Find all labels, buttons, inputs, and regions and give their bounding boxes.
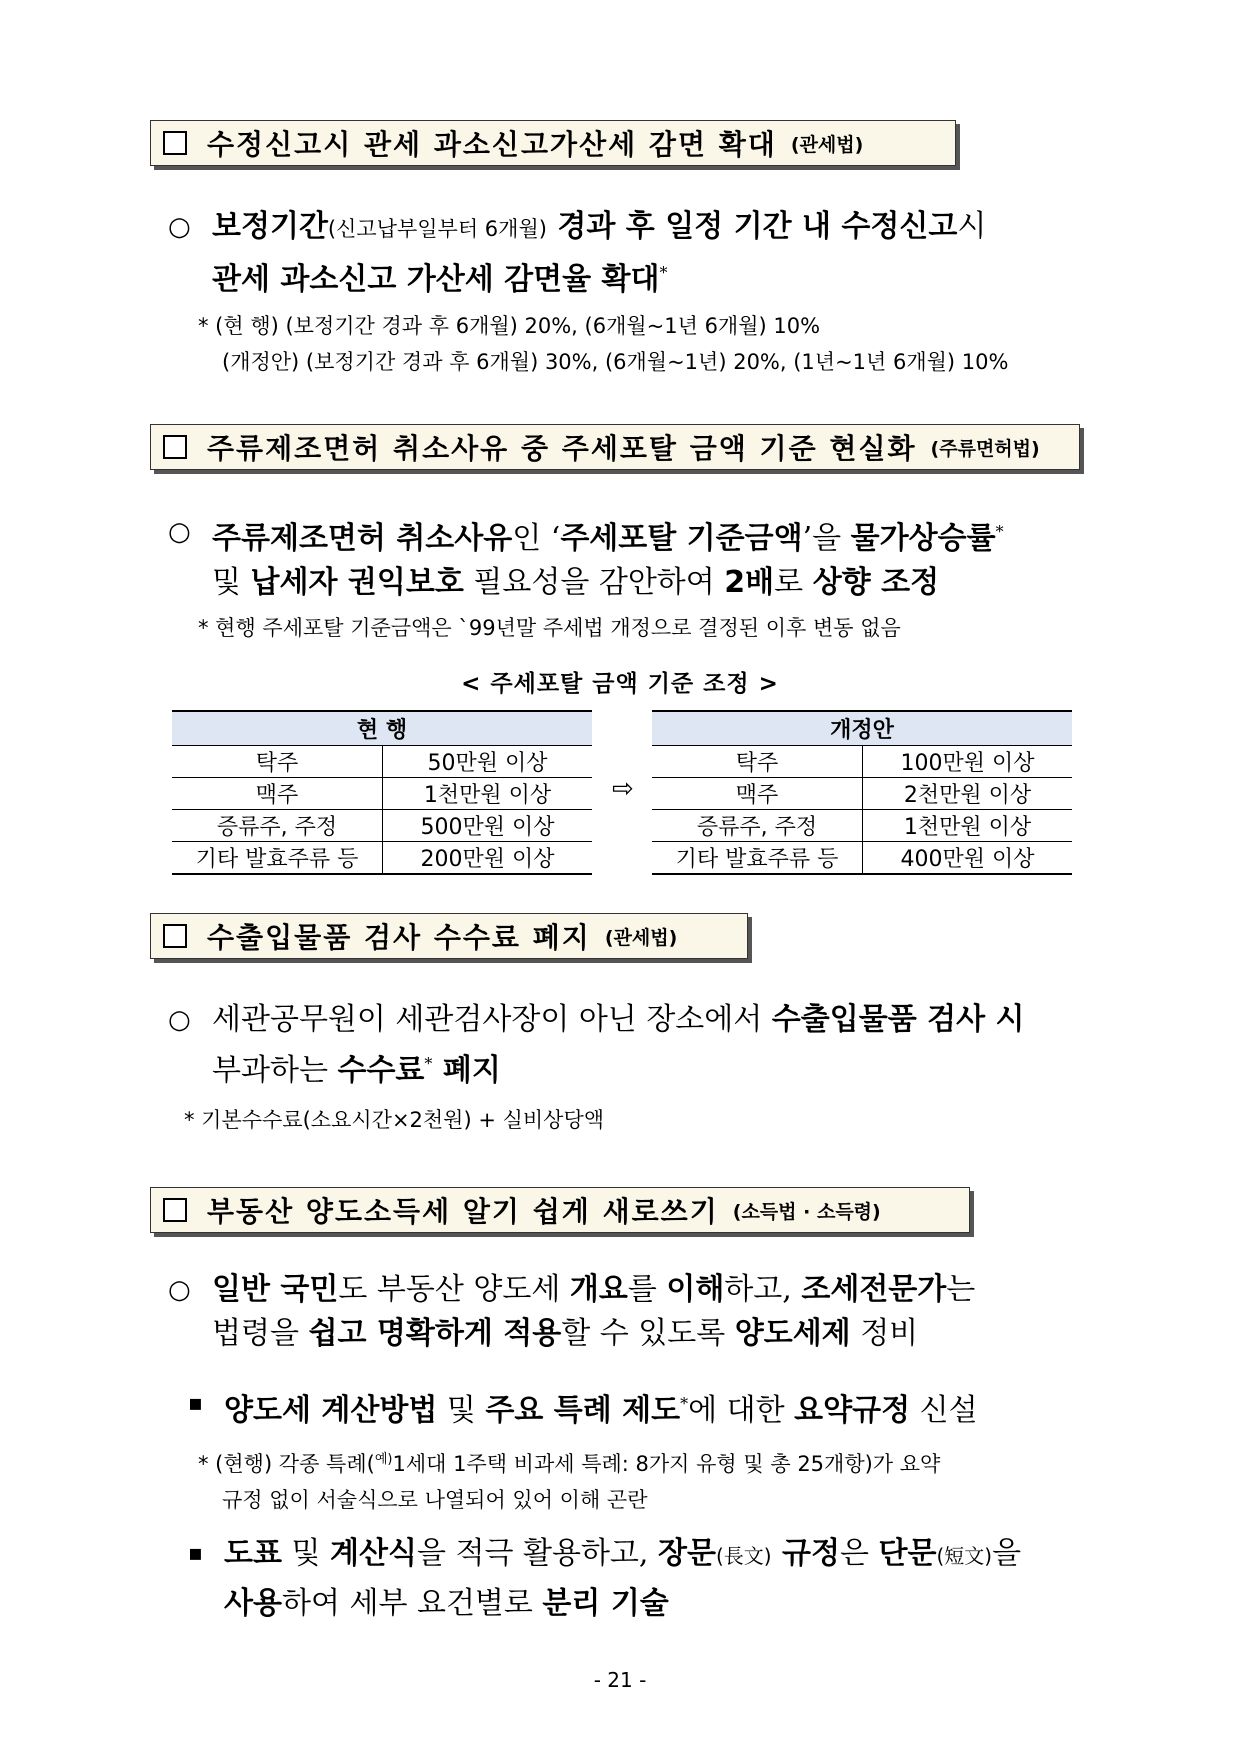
table-cell: 200만원 이상 — [383, 842, 593, 875]
paren-text: (신고납부일부터 6개월) — [327, 217, 547, 241]
plain-text: 을 — [992, 1536, 1022, 1571]
note-line: (개정안) (보정기간 경과 후 6개월) 30%, (6개월~1년) 20%, (1년~1년 6개월) 10% — [222, 350, 1009, 374]
note-line: 규정 없이 서술식으로 나열되어 있어 이해 곤란 — [222, 1488, 648, 1512]
page-number: - 21 - — [593, 1668, 647, 1692]
emph: 수출입물품 검사 시 — [771, 1002, 1025, 1037]
note-text: * (현행) 각종 특례( — [198, 1452, 375, 1476]
emph: 2배 — [724, 565, 775, 600]
note-line — [198, 1442, 1100, 1482]
checkbox-square-icon — [163, 131, 187, 155]
plain-text: 신설 — [910, 1393, 978, 1428]
plain-text: 및 — [281, 1536, 331, 1571]
plain-text: 로 — [774, 565, 813, 600]
table-cell: 400만원 이상 — [863, 842, 1073, 875]
emph: 상향 조정 — [812, 565, 940, 600]
footnote-mark: * — [680, 1394, 689, 1413]
paragraph-s4 — [168, 1268, 1100, 1356]
plain-text: 시 — [957, 209, 987, 244]
circle-bullet-icon: ○ — [168, 212, 191, 242]
table-cell: 기타 발효주류 등 — [172, 842, 383, 875]
note-s4 — [198, 1442, 1100, 1518]
emph: 장문 — [658, 1536, 716, 1571]
emph: 주류제조면허 취소사유 — [212, 521, 513, 556]
paren-text: (短文) — [936, 1544, 993, 1568]
plain-text: 에 대한 — [688, 1393, 795, 1428]
circle-bullet-icon: ○ — [168, 1005, 191, 1035]
table-cell: 1천만원 이상 — [863, 810, 1073, 842]
paragraph-s1 — [168, 205, 1100, 302]
emph: 도표 — [224, 1536, 282, 1571]
table-cell: 탁주 — [172, 746, 383, 778]
paragraph-text — [212, 510, 1100, 605]
right-arrow-icon: ⇨ — [612, 774, 634, 804]
note-s2 — [198, 610, 1100, 646]
section-law: (소득법 · 소득령) — [732, 1200, 881, 1223]
plain-text: 을 적극 활용하고, — [416, 1536, 658, 1571]
section-heading-2 — [150, 424, 1080, 470]
table-cell: 맥주 — [652, 778, 863, 810]
plain-text: 인 ‘ — [512, 521, 561, 556]
plain-text: 부과하는 — [212, 1053, 338, 1088]
proposed-header: 개정안 — [652, 711, 1072, 746]
section-law: (주류면허법) — [930, 437, 1040, 460]
emph: 쉽고 명확하게 적용 — [308, 1316, 562, 1351]
emph: 일반 국민 — [212, 1272, 339, 1307]
table-cell: 증류주, 주정 — [172, 810, 383, 842]
note-s1 — [198, 308, 1100, 380]
paragraph-s3 — [168, 998, 1100, 1093]
note-text: 1세대 1주택 비과세 특례: 8가지 유형 및 총 25개항)가 요약 — [392, 1452, 941, 1476]
emph: 주세포탈 기준금액 — [560, 521, 803, 556]
table-cell: 100만원 이상 — [863, 746, 1073, 778]
checkbox-square-icon — [163, 435, 187, 459]
table-row — [652, 778, 1072, 810]
table-row — [652, 842, 1072, 875]
plain-text: 및 — [437, 1393, 486, 1428]
note-line: * 기본수수료(소요시간×2천원) + 실비상당액 — [184, 1108, 605, 1132]
sub-item-text — [224, 1530, 1100, 1628]
table-cell: 탁주 — [652, 746, 863, 778]
table-cell: 증류주, 주정 — [652, 810, 863, 842]
checkbox-square-icon — [163, 1198, 187, 1222]
paragraph-s2 — [168, 510, 1100, 605]
plain-text: 할 수 있도록 — [561, 1316, 735, 1351]
paragraph-text — [212, 205, 1100, 302]
emph: 보정기간 — [212, 209, 328, 244]
sub-item-2 — [188, 1530, 1100, 1628]
table-row — [172, 746, 592, 778]
emph: 양도세제 — [734, 1316, 851, 1351]
table-cell: 500만원 이상 — [383, 810, 593, 842]
paragraph-text — [212, 1268, 1100, 1356]
plain-text: 하여 세부 요건별로 — [281, 1586, 543, 1621]
square-bullet-icon: ▪ — [188, 1391, 203, 1416]
section-heading-1 — [150, 120, 956, 166]
circle-bullet-icon: ○ — [168, 517, 191, 547]
emph: 폐지 — [432, 1053, 501, 1088]
table-cell: 50만원 이상 — [383, 746, 593, 778]
emph: 사용 — [224, 1586, 282, 1621]
paragraph-text — [212, 998, 1100, 1093]
plain-text: 하고, — [724, 1272, 802, 1307]
note-line: * (현 행) (보정기간 경과 후 6개월) 20%, (6개월~1년 6개월) 10% — [198, 314, 821, 338]
plain-text: 정비 — [850, 1316, 919, 1351]
plain-text: 법령을 — [212, 1316, 309, 1351]
footnote-mark: * — [995, 522, 1004, 541]
emph: 수수료 — [337, 1053, 425, 1088]
circle-bullet-icon: ○ — [168, 1275, 191, 1305]
checkbox-square-icon — [163, 924, 187, 948]
emph: 분리 기술 — [542, 1586, 669, 1621]
table-row — [652, 810, 1072, 842]
plain-text: 도 부동산 양도세 — [338, 1272, 570, 1307]
emph: 양도세 계산방법 — [224, 1393, 438, 1428]
current-header: 현 행 — [172, 711, 592, 746]
section-heading-4 — [150, 1187, 970, 1233]
emph: 이해 — [666, 1272, 725, 1307]
emph: 개요 — [569, 1272, 628, 1307]
paren-text: (長文) — [715, 1544, 772, 1568]
plain-text: 는 — [946, 1272, 976, 1307]
table-row — [172, 778, 592, 810]
table-cell: 맥주 — [172, 778, 383, 810]
emph: 조세전문가 — [801, 1272, 947, 1307]
square-bullet-icon: ▪ — [188, 1541, 203, 1566]
plain-text: 를 — [627, 1272, 667, 1307]
emph: 납세자 권익보호 — [250, 565, 464, 600]
sub-item-1 — [188, 1380, 1100, 1435]
note-s3 — [184, 1102, 1100, 1138]
section-heading-3 — [150, 913, 748, 959]
sub-item-text — [224, 1380, 1100, 1435]
plain-text: 및 — [212, 565, 251, 600]
section-title: 부동산 양도소득세 알기 쉽게 새로쓰기 — [207, 1195, 719, 1228]
section-law: (관세법) — [604, 926, 678, 949]
table-cell: 2천만원 이상 — [863, 778, 1073, 810]
emph: 계산식 — [330, 1536, 417, 1571]
note-line: * 현행 주세포탈 기준금액은 `99년말 주세법 개정으로 결정된 이후 변동 없음 — [198, 616, 901, 640]
plain-text: 은 — [839, 1536, 879, 1571]
section-title: 수정신고시 관세 과소신고가산세 감면 확대 — [207, 128, 777, 161]
emph: 물가상승률 — [850, 521, 996, 556]
example-mark: 예) — [374, 1452, 393, 1467]
table-cell: 1천만원 이상 — [383, 778, 593, 810]
table-cell: 기타 발효주류 등 — [652, 842, 863, 875]
emph: 주요 특례 제도 — [485, 1393, 681, 1428]
section-title: 수출입물품 검사 수수료 폐지 — [207, 921, 591, 954]
emph: 요약규정 — [794, 1393, 911, 1428]
current-table — [172, 710, 592, 875]
emph: 규정 — [771, 1536, 840, 1571]
table-caption: < 주세포탈 금액 기준 조정 > — [461, 671, 779, 697]
section-title: 주류제조면허 취소사유 중 주세포탈 금액 기준 현실화 — [207, 432, 917, 465]
plain-text: ’을 — [802, 521, 851, 556]
section-law: (관세법) — [790, 133, 864, 156]
proposed-table — [652, 710, 1072, 875]
footnote-mark: * — [659, 263, 668, 282]
table-row — [172, 842, 592, 875]
table-row — [172, 810, 592, 842]
emph: 경과 후 일정 기간 내 수정신고 — [546, 209, 958, 244]
plain-text: 세관공무원이 세관검사장이 아닌 장소에서 — [212, 1002, 772, 1037]
plain-text: 필요성을 감안하여 — [463, 565, 725, 600]
footnote-mark: * — [424, 1054, 433, 1073]
table-row — [652, 746, 1072, 778]
emph: 관세 과소신고 가산세 감면율 확대 — [212, 262, 660, 297]
emph: 단문 — [878, 1536, 937, 1571]
